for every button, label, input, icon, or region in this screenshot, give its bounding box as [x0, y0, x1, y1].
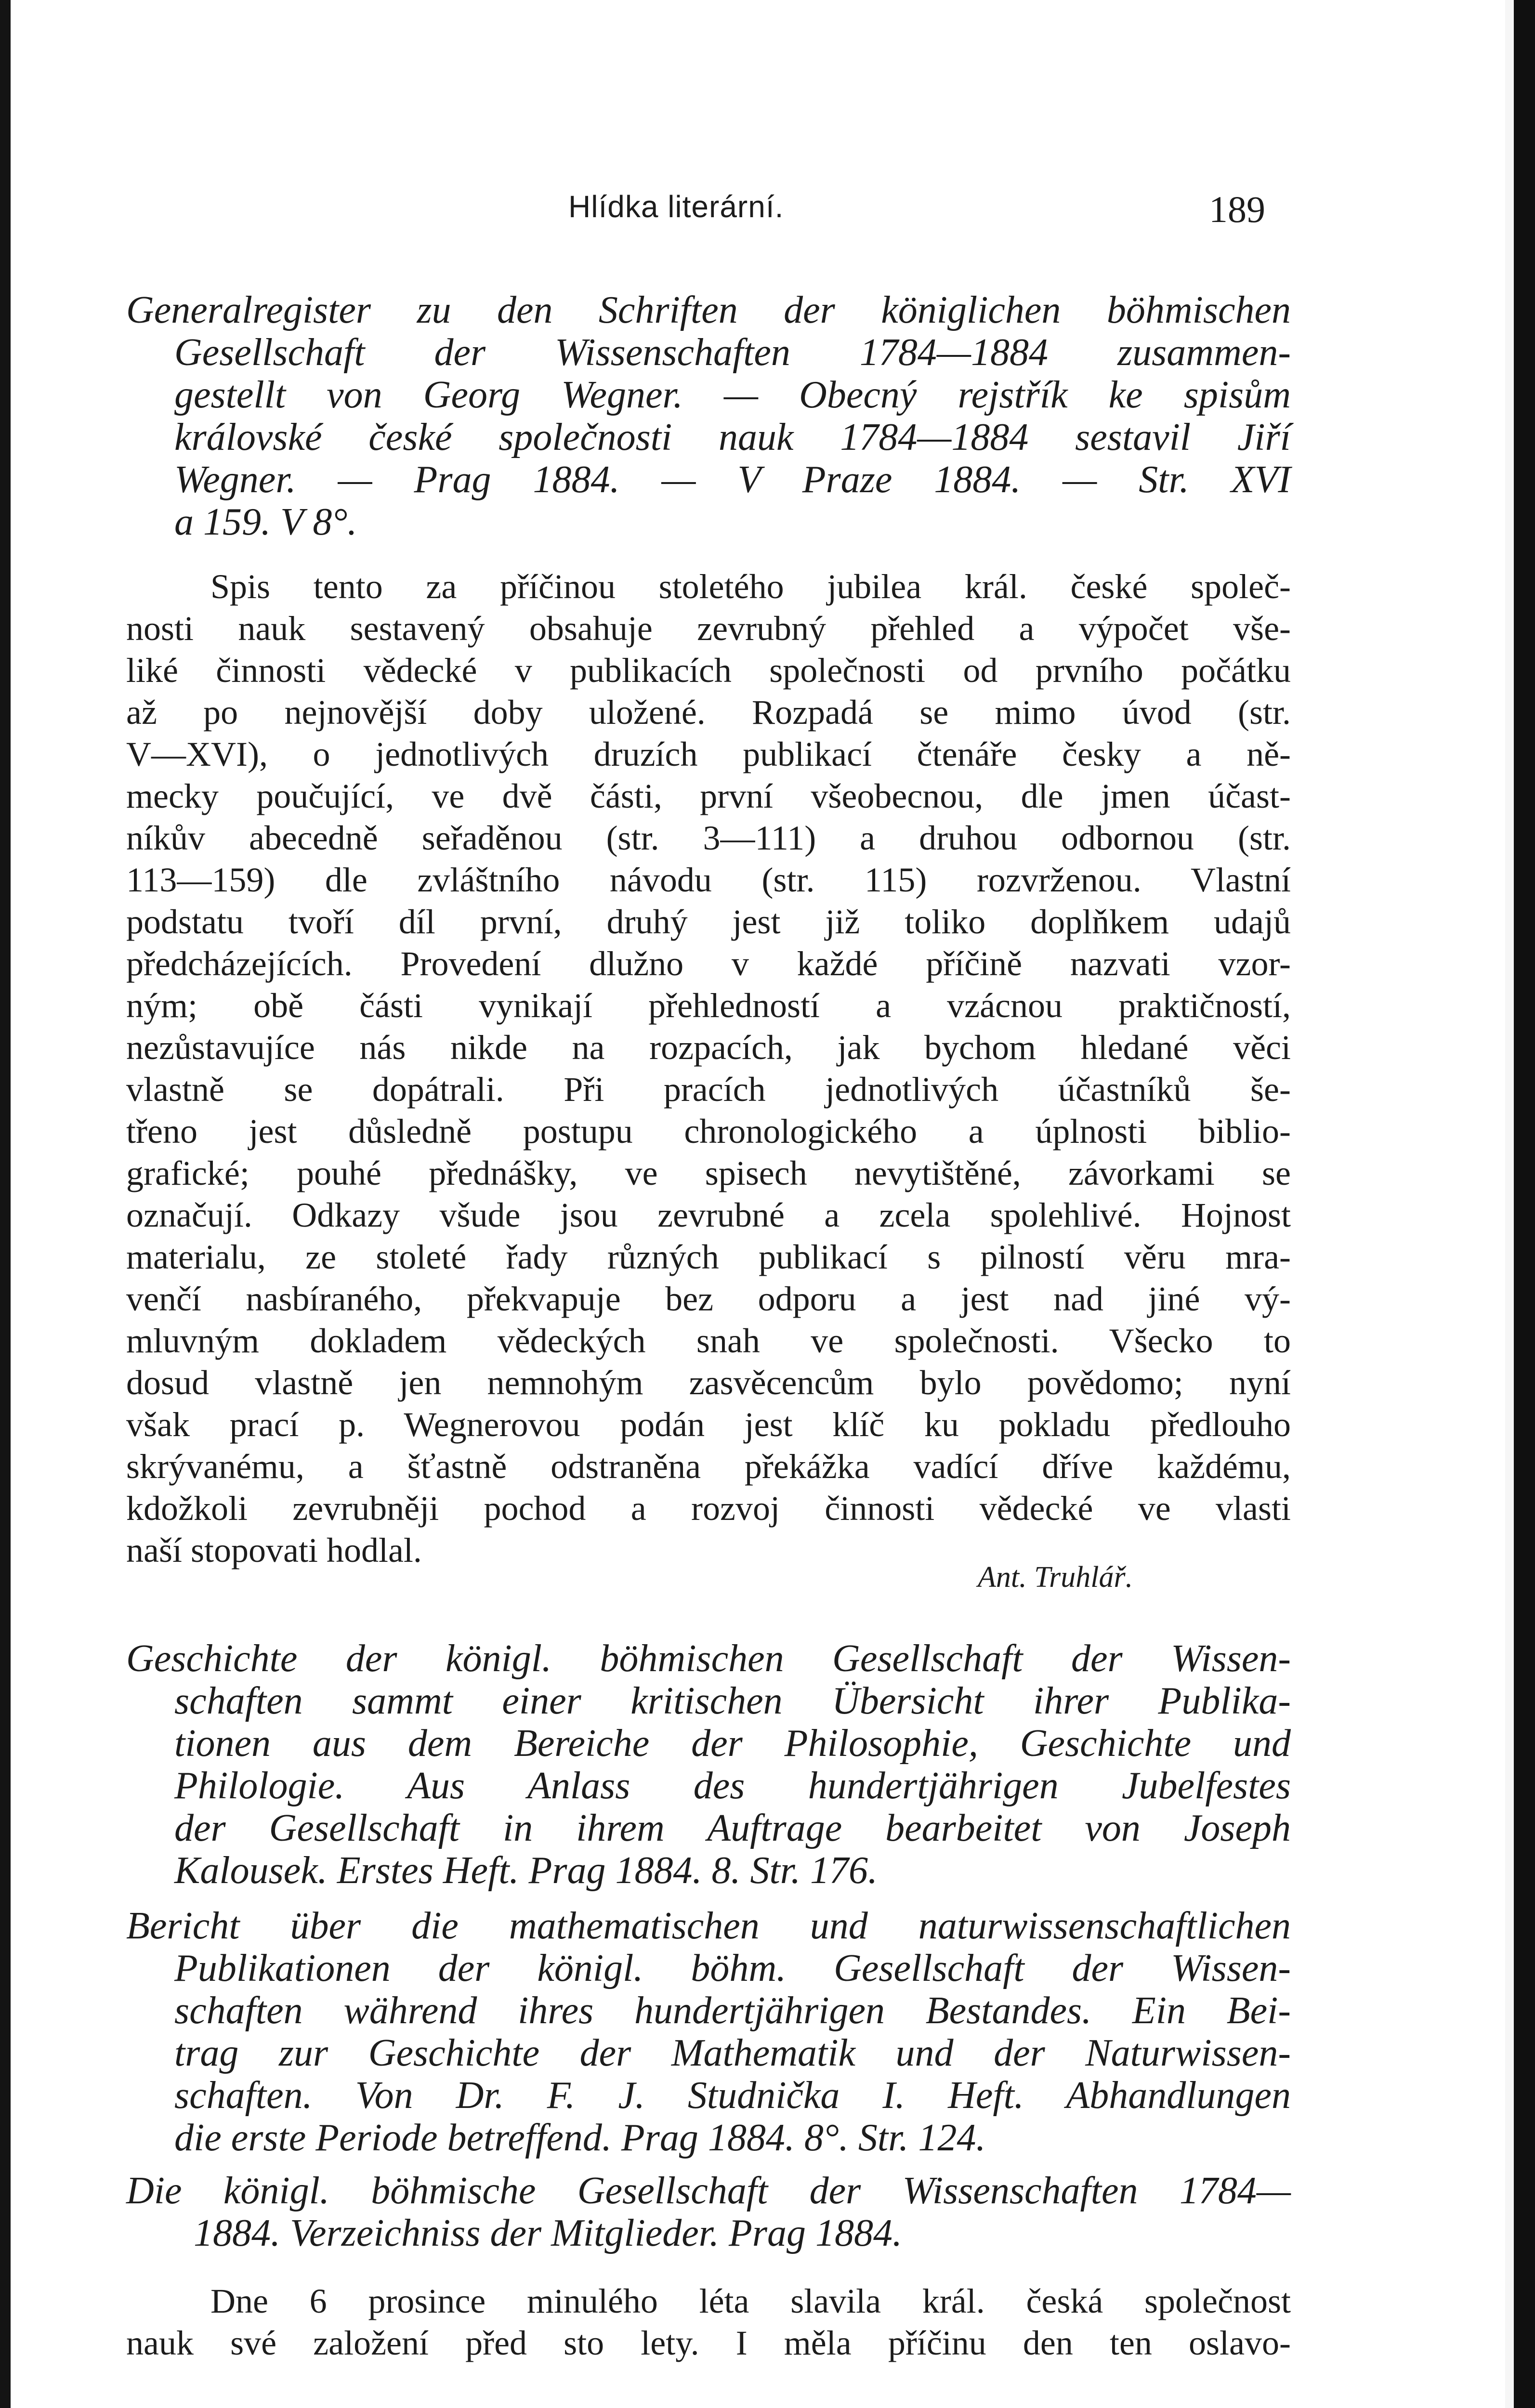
- body-line: označují. Odkazy všude jsou zevrubné a zcela spolehlivé. Hojnost: [126, 1196, 1291, 1234]
- body-line: V—XVI), o jednotlivých druzích publikací čtenáře česky a ně-: [126, 735, 1291, 773]
- body-line: vlastně se dopátrali. Při pracích jednotlivých účastníků še-: [126, 1070, 1291, 1109]
- title-line: Gesellschaft der Wissenschaften 1784—1884 zusammen-: [174, 331, 1291, 374]
- title-line: 1884. Verzeichniss der Mitglieder. Prag 1884.: [194, 2212, 902, 2254]
- body-line: však prací p. Wegnerovou podán jest klíč ku pokladu předlouho: [126, 1405, 1291, 1444]
- signature: Ant. Truhlář.: [978, 1561, 1133, 1594]
- entry1-title: [126, 289, 1291, 543]
- running-head: Hlídka literární.: [568, 189, 784, 224]
- body-line: třeno jest důsledně postupu chronologického a úplnosti biblio-: [126, 1112, 1291, 1151]
- body-line: ným; obě části vynikají přehledností a vzácnou praktičností,: [126, 986, 1291, 1025]
- scan-edge-right: [1514, 0, 1535, 2408]
- body-line: níkův abecedně seřaděnou (str. 3—111) a druhou odbornou (str.: [126, 819, 1291, 857]
- body-line: nezůstavujíce nás nikde na rozpacích, jak bychom hledané věci: [126, 1028, 1291, 1067]
- body-line: nosti nauk sestavený obsahuje zevrubný přehled a výpočet vše-: [126, 609, 1291, 648]
- title-line: tionen aus dem Bereiche der Philosophie, Geschichte und: [174, 1722, 1291, 1765]
- body-line: mluvným dokladem vědeckých snah ve společnosti. Všecko to: [126, 1322, 1291, 1360]
- body-line: venčí nasbíraného, překvapuje bez odporu a jest nad jiné vý-: [126, 1280, 1291, 1318]
- body-line: naší stopovati hodlal.: [126, 1531, 422, 1570]
- page-number: 189: [1209, 188, 1265, 230]
- title-line: Publikationen der königl. böhm. Gesellschaft der Wissen-: [174, 1947, 1291, 1989]
- body-line: Spis tento za příčinou stoletého jubilea král. české společ-: [210, 567, 1291, 606]
- body-line: mecky poučující, ve dvě části, první všeobecnou, dle jmen účast-: [126, 777, 1291, 815]
- body-line: liké činnosti vědecké v publikacích společnosti od prvního počátku: [126, 651, 1291, 690]
- body-line: podstatu tvoří díl první, druhý jest již toliko doplňkem udajů: [126, 903, 1291, 941]
- title-line: Kalousek. Erstes Heft. Prag 1884. 8. Str. 176.: [174, 1849, 878, 1892]
- body-line: Dne 6 prosince minulého léta slavila král. česká společnost: [210, 2282, 1291, 2320]
- body-line: 113—159) dle zvláštního návodu (str. 115) rozvrženou. Vlastní: [126, 861, 1291, 899]
- entry4-title: [126, 2170, 1291, 2254]
- body-line: nauk své založení před sto lety. I měla příčinu den ten oslavo-: [126, 2324, 1291, 2362]
- title-line: Generalregister zu den Schriften der königlichen böhmischen: [126, 289, 1291, 331]
- body-line: grafické; pouhé přednášky, ve spisech nevytištěné, závorkami se: [126, 1154, 1291, 1192]
- title-line: královské české společnosti nauk 1784—1884 sestavil Jiří: [174, 416, 1291, 458]
- title-line: trag zur Geschichte der Mathematik und der Naturwissen-: [174, 2032, 1291, 2074]
- body-line: materialu, ze stoleté řady různých publikací s pilností věru mra-: [126, 1238, 1291, 1276]
- body-line: dosud vlastně jen nemnohým zasvěcencům bylo povědomo; nyní: [126, 1363, 1291, 1402]
- title-line: Bericht über die mathematischen und naturwissenschaftlichen: [126, 1905, 1291, 1947]
- body-line: skrývanému, a šťastně odstraněna překážka vadící dříve každému,: [126, 1447, 1291, 1486]
- entry3-title: [126, 1905, 1291, 2159]
- scan-edge-left: [0, 0, 11, 2408]
- title-line: gestellt von Georg Wegner. — Obecný rejstřík ke spisům: [174, 374, 1291, 416]
- body-line: až po nejnovější doby uložené. Rozpadá se mimo úvod (str.: [126, 693, 1291, 732]
- body-line: kdožkoli zevrubněji pochod a rozvoj činnosti vědecké ve vlasti: [126, 1489, 1291, 1528]
- scan-edge-gap: [1505, 0, 1514, 2408]
- body-line: předcházejících. Provedení dlužno v každé příčině nazvati vzor-: [126, 944, 1291, 983]
- title-line: a 159. V 8°.: [174, 501, 357, 543]
- title-line: Wegner. — Prag 1884. — V Praze 1884. — Str. XVI: [174, 458, 1291, 501]
- title-line: Philologie. Aus Anlass des hundertjährigen Jubelfestes: [174, 1765, 1291, 1807]
- title-line: der Gesellschaft in ihrem Auftrage bearbeitet von Joseph: [174, 1807, 1291, 1849]
- entry2-title: [126, 1637, 1291, 1892]
- title-line: schaften. Von Dr. F. J. Studnička I. Heft. Abhandlungen: [174, 2074, 1291, 2117]
- title-line: die erste Periode betreffend. Prag 1884. 8°. Str. 124.: [174, 2117, 986, 2159]
- entry1-body: [126, 566, 1291, 1571]
- title-line: schaften während ihres hundertjährigen Bestandes. Ein Bei-: [174, 1989, 1291, 2032]
- title-line: Die königl. böhmische Gesellschaft der Wissenschaften 1784—: [126, 2170, 1291, 2212]
- entry4-body: [126, 2280, 1291, 2364]
- title-line: schaften sammt einer kritischen Übersicht ihrer Publika-: [174, 1680, 1291, 1722]
- title-line: Geschichte der königl. böhmischen Gesellschaft der Wissen-: [126, 1637, 1291, 1680]
